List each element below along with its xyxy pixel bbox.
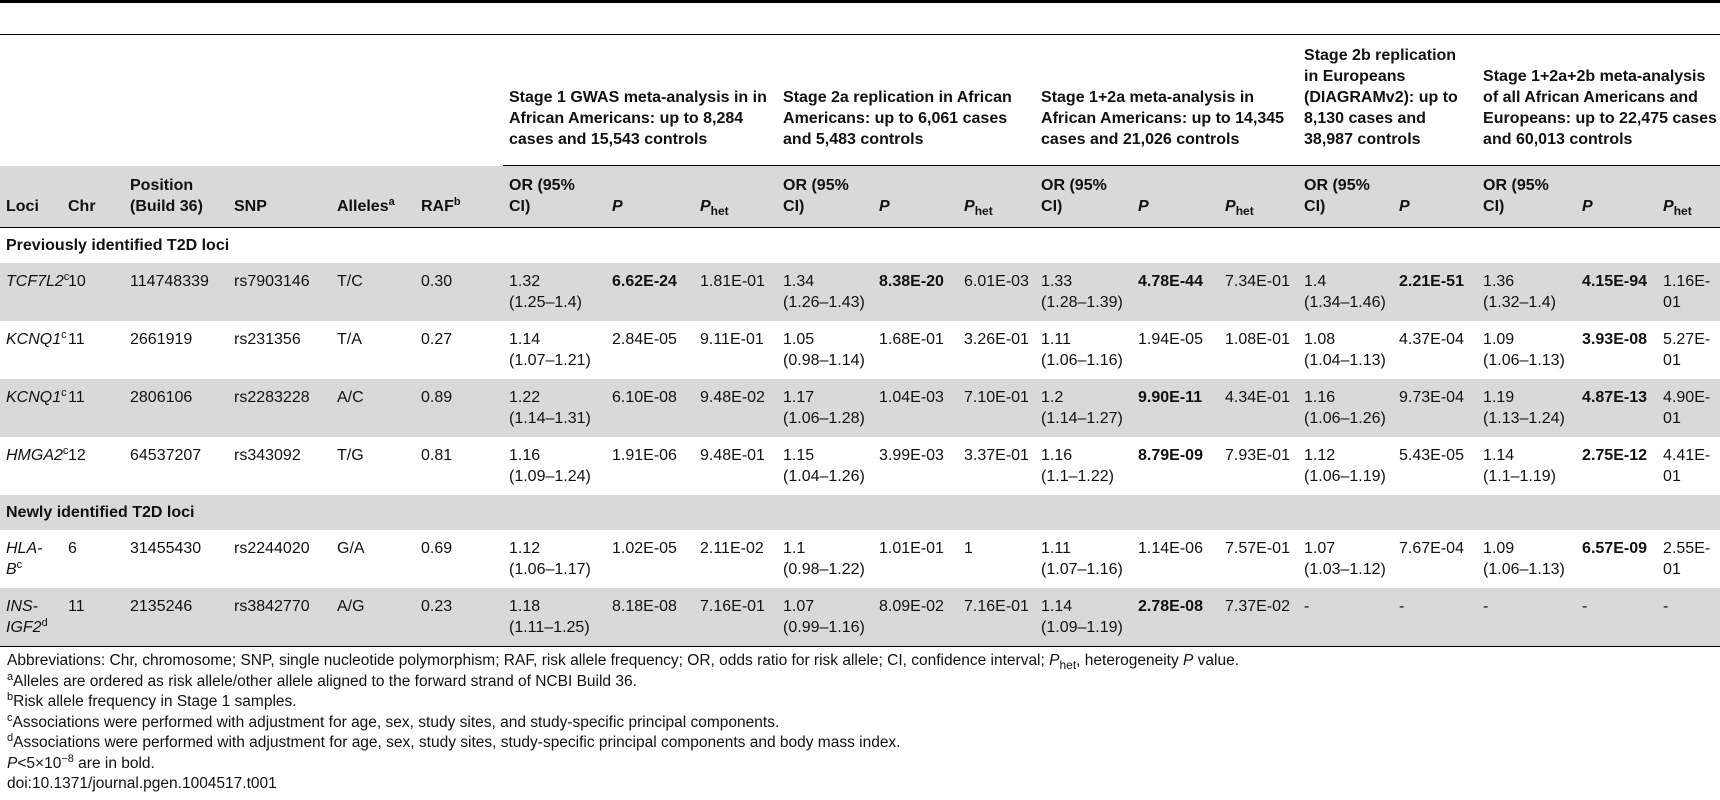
top-rule <box>0 0 1720 3</box>
p-cell: 1.02E-05 <box>612 540 677 557</box>
phet-cell: 9.48E-01 <box>700 447 765 464</box>
or-cell: 1.2 (1.14–1.27) <box>1035 379 1132 437</box>
phet-cell: 7.16E-01 <box>958 588 1035 647</box>
section-row-previous <box>0 228 1720 264</box>
footnote-a: $^a$Alleles are ordered as risk allele/other allele aligned to the forward strand of NCBI Build 36. <box>7 670 637 690</box>
p-cell: 4.78E-44 <box>1132 263 1219 321</box>
phet-cell: 7.93E-01 <box>1225 447 1290 464</box>
locus-cell: HLA-$B^c$ <box>6 540 43 578</box>
p-cell: 6.57E-09 <box>1582 540 1647 557</box>
p-cell: 6.10E-08 <box>606 379 694 437</box>
stage12a-header: Stage 1+2a meta-analysis in African Americans: up to 14,345 cases and 21,026 controls <box>1035 35 1298 166</box>
col-s2a-p: P <box>873 166 958 228</box>
col-chr: Chr <box>62 166 124 228</box>
raf-cell: 0.23 <box>415 588 503 647</box>
phet-cell: 5.27E-01 <box>1663 331 1711 369</box>
or-cell: 1.11 (1.06–1.16) <box>1041 331 1123 369</box>
table-row <box>0 263 1720 321</box>
locus-cell: KCNQ1$^c$ <box>0 379 62 437</box>
p-cell: - <box>1576 588 1657 647</box>
or-cell: 1.12 (1.06–1.19) <box>1304 447 1386 485</box>
phet-cell: 6.01E-03 <box>958 263 1035 321</box>
p-cell: - <box>1393 588 1477 647</box>
col-s1-or: OR (95% CI) <box>503 166 606 228</box>
raf-cell: 0.89 <box>415 379 503 437</box>
or-cell: 1.05 (0.98–1.14) <box>783 331 865 369</box>
col-sall-p: P <box>1576 166 1657 228</box>
p-cell: 8.38E-20 <box>873 263 958 321</box>
col-s12a-p: P <box>1132 166 1219 228</box>
phet-cell: 1.08E-01 <box>1225 331 1290 348</box>
p-cell: 1.91E-06 <box>612 447 677 464</box>
or-cell: 1.11 (1.07–1.16) <box>1041 540 1123 578</box>
snp-cell: rs2283228 <box>228 379 331 437</box>
chr-cell: 6 <box>68 540 77 557</box>
or-cell: 1.07 (0.99–1.16) <box>777 588 873 647</box>
or-cell: 1.12 (1.06–1.17) <box>509 540 591 578</box>
chr-cell: 11 <box>62 588 124 647</box>
p-cell: 8.09E-02 <box>873 588 958 647</box>
col-s1-p: P <box>606 166 694 228</box>
chr-cell: 11 <box>68 331 85 348</box>
position-cell: 2806106 <box>124 379 228 437</box>
alleles-cell: A/C <box>331 379 415 437</box>
table-row <box>0 437 1720 495</box>
footnote-c: $^c$Associations were performed with adjustment for age, sex, study sites, and study-specific principal components. <box>7 711 780 731</box>
or-cell: 1.17 (1.06–1.28) <box>777 379 873 437</box>
col-s2b-or: OR (95% CI) <box>1298 166 1393 228</box>
significance-note: $P<5\times 10^{-8}$ are in bold. <box>7 752 155 772</box>
chr-cell: 11 <box>62 379 124 437</box>
or-cell: 1.14 (1.07–1.21) <box>509 331 591 369</box>
p-cell: 9.73E-04 <box>1393 379 1477 437</box>
col-s2a-phet: $P_{het}$ <box>958 166 1035 228</box>
or-cell: 1.09 (1.06–1.13) <box>1483 540 1565 578</box>
phet-cell: 3.26E-01 <box>964 331 1029 348</box>
alleles-cell: T/C <box>331 263 415 321</box>
snp-cell: rs231356 <box>234 331 301 348</box>
or-cell: 1.4 (1.34–1.46) <box>1298 263 1393 321</box>
column-header-row <box>0 166 1720 228</box>
abbreviations-note: Abbreviations: Chr, chromosome; SNP, single nucleotide polymorphism; RAF, risk allele frequency; OR, odds ratio for risk allele; CI, confidence interval; $P_{het}$, heterogeneity P value. <box>7 652 1240 672</box>
col-s2a-or: OR (95% CI) <box>777 166 873 228</box>
phet-cell: 2.11E-02 <box>700 540 764 557</box>
alleles-cell: T/A <box>337 331 362 348</box>
phet-cell: 4.34E-01 <box>1219 379 1298 437</box>
chr-cell: 10 <box>62 263 124 321</box>
p-cell: 2.21E-51 <box>1393 263 1477 321</box>
p-cell: 8.79E-09 <box>1138 447 1203 464</box>
or-cell: 1.16 (1.09–1.24) <box>509 447 591 485</box>
p-cell: 1.04E-03 <box>873 379 958 437</box>
p-cell: 1.01E-01 <box>879 540 944 557</box>
locus-cell: INS- IGF2$^d$ <box>0 588 62 647</box>
p-cell: 4.37E-04 <box>1399 331 1464 348</box>
phet-cell: - <box>1657 588 1720 647</box>
phet-cell: 7.37E-02 <box>1219 588 1298 647</box>
position-cell: 114748339 <box>124 263 228 321</box>
p-cell: 1.94E-05 <box>1138 331 1203 348</box>
locus-cell: HMGA2$^c$ <box>6 445 69 464</box>
raf-cell: 0.30 <box>415 263 503 321</box>
p-cell: 6.62E-24 <box>606 263 694 321</box>
footnote-b: $^b$Risk allele frequency in Stage 1 samples. <box>7 691 297 710</box>
col-s1-phet: $P_{het}$ <box>694 166 777 228</box>
snp-cell: rs2244020 <box>234 540 310 557</box>
p-cell: 7.67E-04 <box>1399 540 1464 557</box>
or-cell: 1.18 (1.11–1.25) <box>503 588 606 647</box>
col-s12a-phet: $P_{het}$ <box>1219 166 1298 228</box>
table-row <box>0 379 1720 437</box>
p-cell: 5.43E-05 <box>1399 447 1464 464</box>
phet-cell: 7.10E-01 <box>958 379 1035 437</box>
or-cell: 1.08 (1.04–1.13) <box>1304 331 1386 369</box>
position-cell: 2661919 <box>130 331 193 348</box>
position-cell: 64537207 <box>130 447 202 464</box>
phet-cell: 4.41E-01 <box>1663 447 1711 485</box>
or-cell: - <box>1298 588 1393 647</box>
col-raf: RAF$^b$ <box>415 166 503 228</box>
locus-cell: TCF7L2$^c$ <box>0 263 62 321</box>
section-label: Previously identified T2D loci <box>6 237 230 254</box>
p-cell: 1.14E-06 <box>1138 540 1203 557</box>
section-label: Newly identified T2D loci <box>0 495 1720 530</box>
col-sall-phet: $P_{het}$ <box>1657 166 1720 228</box>
alleles-cell: A/G <box>331 588 415 647</box>
or-cell: 1.22 (1.14–1.31) <box>503 379 606 437</box>
stage2a-header: Stage 2a replication in African Americans: up to 6,061 cases and 5,483 controls <box>777 35 1035 166</box>
section-row-new <box>0 495 1720 530</box>
phet-cell: 7.16E-01 <box>694 588 777 647</box>
or-cell: 1.16 (1.06–1.26) <box>1298 379 1393 437</box>
col-snp: SNP <box>228 166 331 228</box>
table-row <box>0 321 1720 379</box>
col-s12a-or: OR (95% CI) <box>1035 166 1132 228</box>
position-cell: 31455430 <box>130 540 202 557</box>
phet-cell: 7.34E-01 <box>1219 263 1298 321</box>
col-position: Position (Build 36) <box>124 166 228 228</box>
raf-cell: 0.81 <box>421 447 453 464</box>
col-s2b-p: P <box>1393 166 1477 228</box>
col-loci: Loci <box>0 166 62 228</box>
phet-cell: 2.55E-01 <box>1663 540 1711 578</box>
col-alleles: Alleles$^a$ <box>331 166 415 228</box>
phet-cell: 4.90E-01 <box>1657 379 1720 437</box>
or-cell: 1.15 (1.04–1.26) <box>783 447 865 485</box>
phet-cell: 1 <box>964 540 973 557</box>
p-cell: 1.68E-01 <box>879 331 944 348</box>
or-cell: 1.34 (1.26–1.43) <box>777 263 873 321</box>
or-cell: 1.1 (0.98–1.22) <box>783 540 865 578</box>
p-cell: 2.84E-05 <box>612 331 677 348</box>
or-cell: 1.36 (1.32–1.4) <box>1477 263 1576 321</box>
locus-cell: KCNQ1$^c$ <box>6 329 67 348</box>
phet-cell: 9.48E-02 <box>694 379 777 437</box>
snp-cell: rs7903146 <box>228 263 331 321</box>
table-row <box>0 530 1720 588</box>
stage1-header: Stage 1 GWAS meta-analysis in in African Americans: up to 8,284 cases and 15,543 controls <box>503 35 777 166</box>
snp-cell: rs343092 <box>234 447 301 464</box>
or-cell: 1.14 (1.1–1.19) <box>1483 447 1556 485</box>
phet-cell: 1.16E-01 <box>1657 263 1720 321</box>
raf-cell: 0.69 <box>421 540 453 557</box>
doi-link[interactable]: doi:10.1371/journal.pgen.1004517.t001 <box>7 775 277 792</box>
col-sall-or: OR (95% CI) <box>1477 166 1576 228</box>
position-cell: 2135246 <box>124 588 228 647</box>
raf-cell: 0.27 <box>421 331 453 348</box>
p-cell: 3.99E-03 <box>879 447 944 464</box>
or-cell: 1.32 (1.25–1.4) <box>503 263 606 321</box>
or-cell: 1.19 (1.13–1.24) <box>1477 379 1576 437</box>
p-cell: 8.18E-08 <box>606 588 694 647</box>
phet-cell: 1.81E-01 <box>694 263 777 321</box>
phet-cell: 3.37E-01 <box>964 447 1029 464</box>
results-table <box>0 34 1720 647</box>
snp-cell: rs3842770 <box>228 588 331 647</box>
or-cell: 1.09 (1.06–1.13) <box>1483 331 1565 369</box>
p-cell: 2.75E-12 <box>1582 447 1647 464</box>
phet-cell: 7.57E-01 <box>1225 540 1290 557</box>
footnote-d: $^d$Associations were performed with adjustment for age, sex, study sites, study-specific principal components and body mass index. <box>7 732 901 751</box>
table-footnotes <box>7 651 1239 795</box>
p-cell: 9.90E-11 <box>1132 379 1219 437</box>
phet-cell: 9.11E-01 <box>700 331 764 348</box>
alleles-cell: G/A <box>337 540 365 557</box>
or-cell: 1.16 (1.1–1.22) <box>1041 447 1114 485</box>
stage2b-header: Stage 2b replication in Europeans (DIAGRAMv2): up to 8,130 cases and 38,987 controls <box>1298 35 1477 166</box>
p-cell: 3.93E-08 <box>1582 331 1647 348</box>
table-row <box>0 588 1720 647</box>
or-cell: - <box>1477 588 1576 647</box>
chr-cell: 12 <box>68 447 86 464</box>
alleles-cell: T/G <box>337 447 364 464</box>
stage-all-header: Stage 1+2a+2b meta-analysis of all African Americans and Europeans: up to 22,475 cases and 60,013 controls <box>1477 35 1720 166</box>
or-cell: 1.14 (1.09–1.19) <box>1035 588 1132 647</box>
p-cell: 4.87E-13 <box>1576 379 1657 437</box>
p-cell: 2.78E-08 <box>1132 588 1219 647</box>
or-cell: 1.07 (1.03–1.12) <box>1304 540 1386 578</box>
p-cell: 4.15E-94 <box>1576 263 1657 321</box>
or-cell: 1.33 (1.28–1.39) <box>1035 263 1132 321</box>
